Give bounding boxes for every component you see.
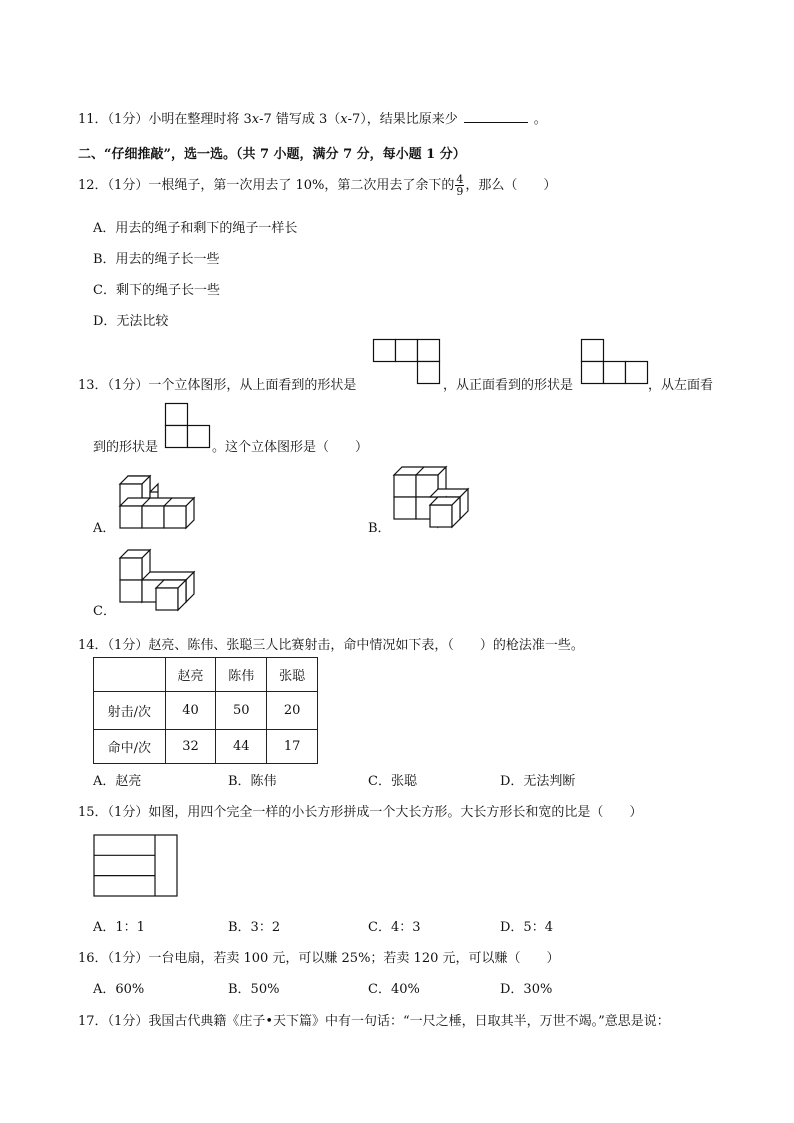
q13-part4: 到的形状是 <box>93 440 159 455</box>
rectangles-figure <box>93 834 179 898</box>
q16-option-c[interactable]: C．40% <box>368 982 420 997</box>
q12-option-d[interactable]: D．无法比较 <box>93 314 169 329</box>
table-cell: 44 <box>216 730 267 764</box>
question-14-stem: 14．（1分）赵亮、陈伟、张聪三人比赛射击，命中情况如下表，（ ）的枪法准一些。 <box>78 638 584 653</box>
table-header-row <box>94 658 318 692</box>
table-cell: 32 <box>165 730 216 764</box>
q12-option-c[interactable]: C．剩下的绳子长一些 <box>93 283 220 298</box>
left-view-figure <box>165 403 211 449</box>
table-row <box>94 730 318 764</box>
q15-option-c[interactable]: C．4：3 <box>368 920 421 935</box>
q13-option-c[interactable]: C． <box>93 604 116 619</box>
q15-option-d[interactable]: D．5：4 <box>500 920 553 935</box>
question-17-stem: 17．（1分）我国古代典籍《庄子•天下篇》中有一句话：“一尺之棰，日取其半，万世不竭。”意思是说： <box>78 1014 670 1029</box>
question-12-stem: 12．（1分）一根绳子，第一次用去了 10%，第二次用去了余下的 $\frac{4}{9}$ ，那么（ ） <box>78 173 557 198</box>
table-cell: 17 <box>267 730 318 764</box>
table-cell: 射击/次 <box>94 692 166 730</box>
table-row <box>94 692 318 730</box>
q13-part3: ，从左面看 <box>648 378 714 393</box>
q14-option-a[interactable]: A．赵亮 <box>93 774 142 789</box>
top-view-figure <box>373 339 441 385</box>
q14-option-d[interactable]: D．无法判断 <box>500 774 576 789</box>
q15-option-a[interactable]: A．1：1 <box>93 920 145 935</box>
section-heading: 二、“仔细推敲”，选一选。（共 7 小题，满分 7 分，每小题 1 分） <box>78 147 466 162</box>
q16-option-a[interactable]: A．60% <box>93 982 145 997</box>
q13-option-a[interactable]: A． <box>93 521 116 536</box>
front-view-figure <box>581 339 649 385</box>
q13-part5: 。这个立体图形是（ ） <box>212 440 369 455</box>
table-cell: 赵亮 <box>165 658 216 692</box>
q14-option-b[interactable]: B．陈伟 <box>228 774 277 789</box>
table-cell <box>94 658 166 692</box>
solid-figure-b <box>392 466 470 530</box>
question-16-stem: 16．（1分）一台电扇，若卖 100 元，可以赚 25%；若卖 120 元，可以赚（ ） <box>78 951 560 966</box>
question-11: 11．（1分）小明在整理时将 3x-7 错写成 3（x-7），结果比原来少 。 <box>78 108 547 127</box>
q15-option-b[interactable]: B．3：2 <box>228 920 281 935</box>
table-cell: 命中/次 <box>94 730 166 764</box>
table-cell: 张聪 <box>267 658 318 692</box>
solid-figure-a <box>118 475 196 531</box>
table-cell: 20 <box>267 692 318 730</box>
table-cell: 50 <box>216 692 267 730</box>
q13-option-b[interactable]: B． <box>368 521 391 536</box>
q13-part1: 13．（1分）一个立体图形，从上面看到的形状是 <box>78 378 357 393</box>
q16-option-b[interactable]: B．50% <box>228 982 280 997</box>
q12-option-b[interactable]: B．用去的绳子长一些 <box>93 252 220 267</box>
table-cell: 40 <box>165 692 216 730</box>
table-cell: 陈伟 <box>216 658 267 692</box>
q13-part2: ，从正面看到的形状是 <box>443 378 574 393</box>
q14-option-c[interactable]: C．张聪 <box>368 774 417 789</box>
question-15-stem: 15．（1分）如图，用四个完全一样的小长方形拼成一个大长方形。大长方形长和宽的比是（ ） <box>78 805 643 820</box>
solid-figure-c <box>118 549 196 613</box>
fraction: $\frac{4}{9}$ <box>456 173 464 198</box>
q16-option-d[interactable]: D．30% <box>500 982 553 997</box>
shooting-table <box>93 657 318 764</box>
answer-blank[interactable] <box>464 109 528 123</box>
q12-option-a[interactable]: A．用去的绳子和剩下的绳子一样长 <box>93 221 298 236</box>
